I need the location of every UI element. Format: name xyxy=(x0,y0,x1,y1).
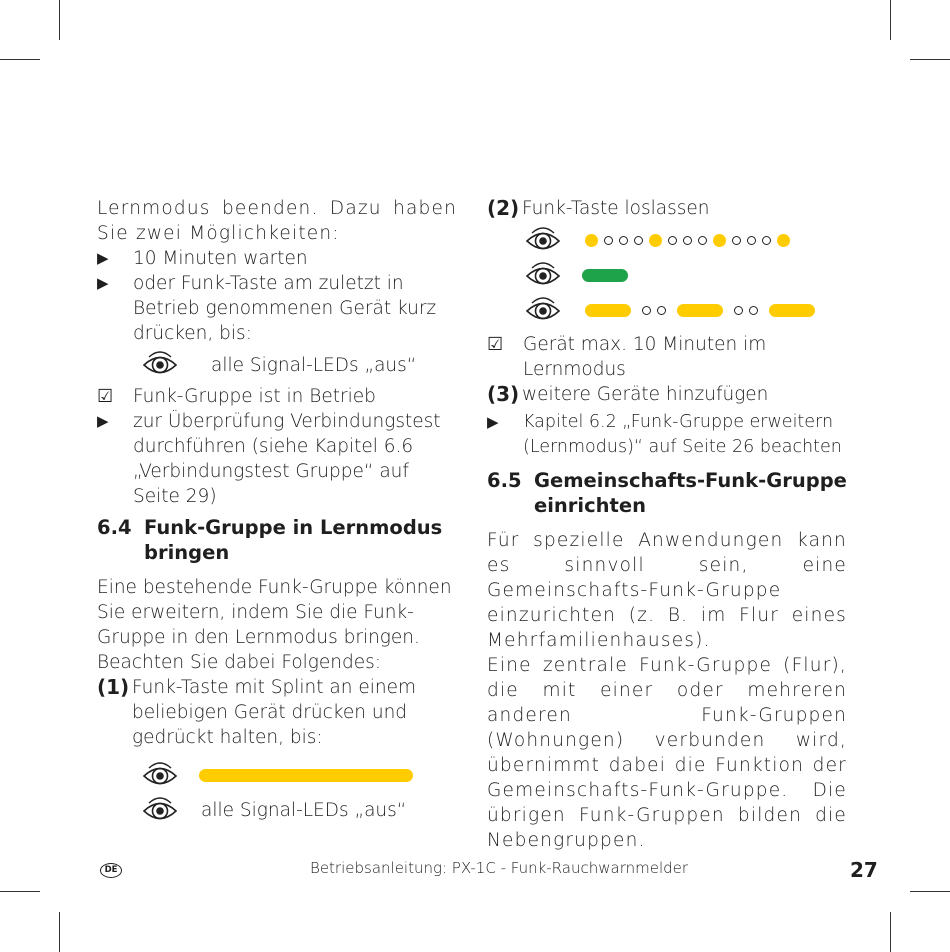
section-number: 6.4 xyxy=(97,516,132,539)
list-item xyxy=(487,410,847,460)
list-item xyxy=(487,332,847,382)
led-off xyxy=(749,306,758,315)
led-off xyxy=(642,306,651,315)
step-item xyxy=(487,382,847,407)
led-bar-yellow xyxy=(585,304,631,317)
step-number: (3) xyxy=(487,382,520,406)
led-off xyxy=(762,236,771,245)
led-off xyxy=(747,236,756,245)
led-off xyxy=(619,236,628,245)
leds-off-text: alle Signal-LEDs „aus“ xyxy=(201,800,407,821)
led-bar-yellow xyxy=(769,304,815,317)
eye-icon xyxy=(524,224,562,258)
section-heading xyxy=(487,468,847,518)
led-bar-yellow xyxy=(677,304,723,317)
step-item xyxy=(97,675,457,750)
led-indicator-row xyxy=(141,793,457,828)
led-off xyxy=(668,236,677,245)
eye-icon xyxy=(524,259,562,293)
step-item xyxy=(487,196,847,221)
led-off xyxy=(698,236,707,245)
crop-mark xyxy=(890,912,891,952)
paragraph: Eine zentrale Funk-Gruppe (Flur), die mit einer oder mehreren anderen Funk-Gruppen (Wohnungen) verbunden wird, übernimmt dabei die Funktion der Gemeinschafts-Funk-Gruppe. Die übrigen Funk-Gruppen bilden die Nebengruppen. xyxy=(487,655,847,851)
led-off xyxy=(604,236,613,245)
crop-mark xyxy=(890,0,891,40)
list-item-text: Funk-Gruppe ist in Betrieb xyxy=(133,386,376,407)
page-footer xyxy=(0,858,950,882)
list-item-text: 10 Minuten warten xyxy=(133,248,308,269)
led-dot-yellow xyxy=(649,234,662,247)
eye-icon xyxy=(141,348,179,382)
crop-mark xyxy=(59,0,60,40)
list-item xyxy=(97,246,457,271)
list-item xyxy=(97,271,457,346)
section-heading xyxy=(97,515,457,565)
eye-icon xyxy=(141,759,179,793)
section-number: 6.5 xyxy=(487,469,522,492)
led-pattern xyxy=(582,234,793,247)
bullet-icon: ▶ xyxy=(97,274,109,292)
led-dot-yellow xyxy=(585,234,598,247)
led-off xyxy=(634,236,643,245)
crop-mark xyxy=(910,59,950,60)
step-text: Funk-Taste loslassen xyxy=(522,198,710,219)
step-number: (1) xyxy=(97,675,130,699)
list-item xyxy=(97,384,457,409)
bullet-icon: ▶ xyxy=(97,412,109,430)
left-column xyxy=(97,196,457,828)
paragraph: Beachten Sie dabei Folgendes: xyxy=(97,652,381,673)
paragraph: Eine bestehende Funk-Gruppe können Sie erweitern, indem Sie die Funk-Gruppe in den Lernmodus bringen. xyxy=(97,577,452,648)
intro-text: Lernmodus beenden. Dazu haben Sie zwei Möglichkeiten: xyxy=(97,198,457,244)
led-pattern xyxy=(582,304,818,317)
led-off xyxy=(732,236,741,245)
page-number: 27 xyxy=(850,858,878,882)
crop-mark xyxy=(59,912,60,952)
crop-mark xyxy=(0,891,40,892)
checkbox-icon: ☑ xyxy=(487,334,504,355)
bullet-icon: ▶ xyxy=(97,249,109,267)
step-text: weitere Geräte hinzufügen xyxy=(522,384,769,405)
led-off xyxy=(734,306,743,315)
eye-icon xyxy=(141,794,179,828)
paragraph: Für spezielle Anwendungen kann es sinnvoll sein, eine Gemeinschafts-Funk-Gruppe einzurichten (z. B. im Flur eines Mehrfamilienhauses). xyxy=(487,530,847,651)
step-number: (2) xyxy=(487,196,520,220)
language-badge: DE xyxy=(100,863,122,878)
led-blink-row xyxy=(524,293,847,328)
crop-mark xyxy=(0,59,40,60)
led-bar-green xyxy=(582,269,628,282)
leds-off-text: alle Signal-LEDs „aus“ xyxy=(211,354,417,376)
list-item-text: Kapitel 6.2 „Funk-Gruppe erweitern (Lernmodus)“ auf Seite 26 beachten xyxy=(523,412,842,457)
step-text: Funk-Taste mit Splint an einem beliebigen Gerät drücken und gedrückt halten, bis: xyxy=(132,677,417,748)
section-title: Gemeinschafts-Funk-Gruppe einrichten xyxy=(534,469,847,517)
led-blink-row xyxy=(524,223,847,258)
list-item-text: oder Funk-Taste am zuletzt in Betrieb genommenen Gerät kurz drücken, bis: xyxy=(133,273,437,344)
bullet-icon: ▶ xyxy=(487,413,499,431)
crop-mark xyxy=(910,891,950,892)
right-column xyxy=(487,196,847,853)
list-item-text: zur Überprüfung Verbindungstest durchführen (siehe Kapitel 6.6 „Verbindungstest Gruppe“ auf Seite 29) xyxy=(133,411,441,507)
led-indicator-row xyxy=(524,258,847,293)
led-indicator-row xyxy=(141,346,457,384)
led-indicator-row xyxy=(141,758,457,793)
list-item xyxy=(97,409,457,509)
led-off xyxy=(683,236,692,245)
led-bar-yellow xyxy=(199,769,413,782)
footer-text: Betriebsanleitung: PX-1C - Funk-Rauchwarnmelder xyxy=(310,859,689,877)
led-dot-yellow xyxy=(777,234,790,247)
led-dot-yellow xyxy=(713,234,726,247)
eye-icon xyxy=(524,294,562,328)
checkbox-icon: ☑ xyxy=(97,386,114,407)
led-off xyxy=(657,306,666,315)
section-title: Funk-Gruppe in Lernmodus bringen xyxy=(144,516,443,564)
list-item-text: Gerät max. 10 Minuten im Lernmodus xyxy=(523,334,767,380)
